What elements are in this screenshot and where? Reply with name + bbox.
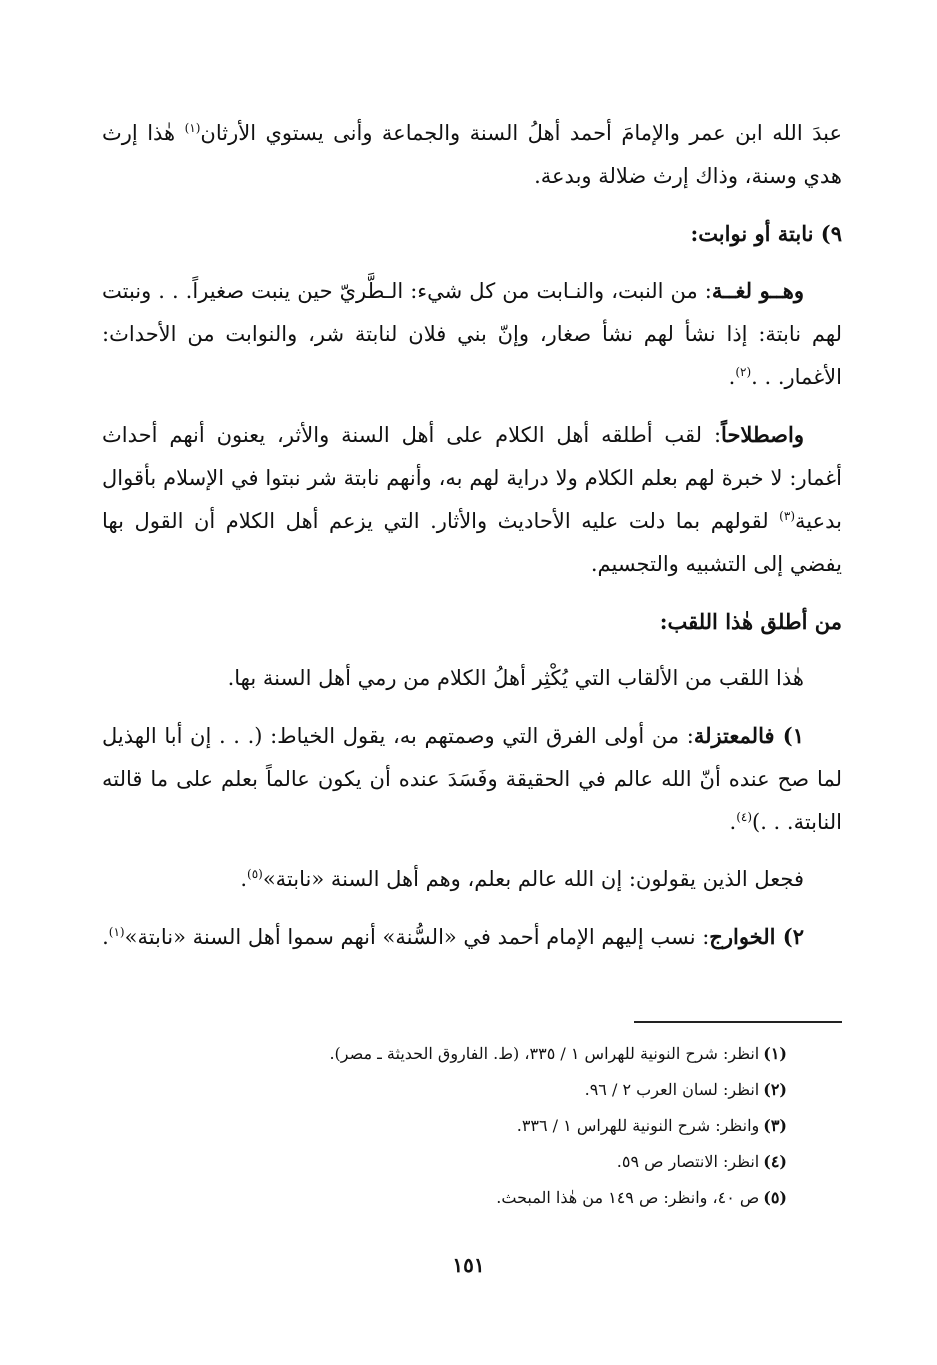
paragraph-text: . <box>729 810 737 834</box>
footnote-number: (٤) <box>763 1152 787 1171</box>
paragraph-text: . <box>240 867 247 891</box>
footnote-marker: (١) <box>184 121 201 135</box>
paragraph-text: هٰذا إرث هدي وسنة، وذاك إرث ضلالة وبدعة. <box>102 121 842 188</box>
paragraph-text: : من النبت، والنـابت من كل شيء: الـطَّريّ حين ينبت صغيراً. . . ونبتت لهم نابتة: إذا نشأ لهم نشأ صغار، وإنّ بني فلان لنابتة شر، والنوابت من الأحداث: الأغمار. . . <box>102 279 842 389</box>
footnote-item <box>107 1180 787 1216</box>
footnote-marker: (٤) <box>736 810 753 824</box>
section-heading-nabita: ٩) نابتة أو نوابت: <box>690 221 842 246</box>
paragraph-conclusion <box>102 858 842 901</box>
footnote-number: (٥) <box>763 1188 787 1207</box>
footnote-number: (١) <box>763 1044 787 1063</box>
footnotes <box>107 1036 787 1216</box>
paragraph-text: : نسب إليهم الإمام أحمد في «السُّنة» أنهم سموا أهل السنة «نابتة» <box>124 925 710 949</box>
paragraph-text: . <box>102 925 109 949</box>
paragraph-text: : لقب أطلقه أهل الكلام على أهل السنة والأثر، يعنون أنهم أحداث أغمار: لا خبرة لهم بعلم الكلام ولا دراية لهم به، وأنهم نابتة شر نبتوا في الإسلام بأقوال بدعية <box>102 423 842 533</box>
term-label: ١) فالمعتزلة <box>693 723 804 748</box>
paragraph-text: : من أولى الفرق التي وصمتهم به، يقول الخياط: (. . . إن أبا الهذيل لما صح عنده أنّ الله عالم في الحقيقة وفَسَدَ عنده أن يكون عالماً بعلم على ما قالته النابتة. . .) <box>102 724 842 834</box>
footnote-marker: (٣) <box>779 509 795 523</box>
paragraph-mutazila <box>102 714 842 844</box>
section-heading-who: من أطلق هٰذا اللقب: <box>659 609 842 634</box>
footnote-divider <box>634 1021 842 1023</box>
footnote-text: انظر: شرح النونية للهراس ١ / ٣٣٥، (ط. الفاروق الحديثة ـ مصر). <box>329 1044 760 1063</box>
footnote-item <box>107 1072 787 1108</box>
paragraph-title-usage: هٰذا اللقب من الألقاب التي يُكْثِر أهلُ الكلام من رمي أهل السنة بها. <box>227 666 804 690</box>
footnote-number: (٢) <box>763 1080 787 1099</box>
term-label: واصطلاحاً <box>721 422 804 447</box>
paragraph-terminological <box>102 413 842 586</box>
paragraph-khawarij <box>102 915 842 959</box>
paragraph-text: . <box>728 365 736 389</box>
footnote-marker: (١) <box>108 925 125 939</box>
footnote-item <box>107 1108 787 1144</box>
footnote-text: انظر: الانتصار ص ٥٩. <box>616 1152 760 1171</box>
footnote-item <box>107 1144 787 1180</box>
footnote-text: ص ٤٠، وانظر: ص ١٤٩ من هٰذا المبحث. <box>496 1188 760 1207</box>
paragraph-text: فجعل الذين يقولون: إن الله عالم بعلم، وهم أهل السنة «نابتة» <box>262 867 804 891</box>
paragraph-intro <box>102 112 842 198</box>
page-number: ١٥١ <box>452 1253 485 1277</box>
paragraph-text: عبدَ الله ابن عمر والإمامَ أحمد أهلُ السنة والجماعة وأنى يستوي الأرثان <box>200 121 843 145</box>
footnote-text: وانظر: شرح النونية للهراس ١ / ٣٣٦. <box>516 1116 760 1135</box>
footnote-text: انظر: لسان العرب ٢ / ٩٦. <box>584 1080 760 1099</box>
term-label: وهــو لغــة <box>711 278 804 303</box>
paragraph-linguistic <box>102 269 842 399</box>
footnote-number: (٣) <box>763 1116 787 1135</box>
footnote-marker: (٢) <box>735 365 752 379</box>
main-text <box>102 112 842 973</box>
footnote-item <box>107 1036 787 1072</box>
term-label: ٢) الخوارج <box>709 924 804 949</box>
footnote-marker: (٥) <box>247 867 263 881</box>
paragraph-text: لقولهم بما دلت عليه الأحاديث والأثار. التي يزعم أهل الكلام أن القول بها يفضي إلى التشبيه والتجسيم. <box>102 509 842 576</box>
